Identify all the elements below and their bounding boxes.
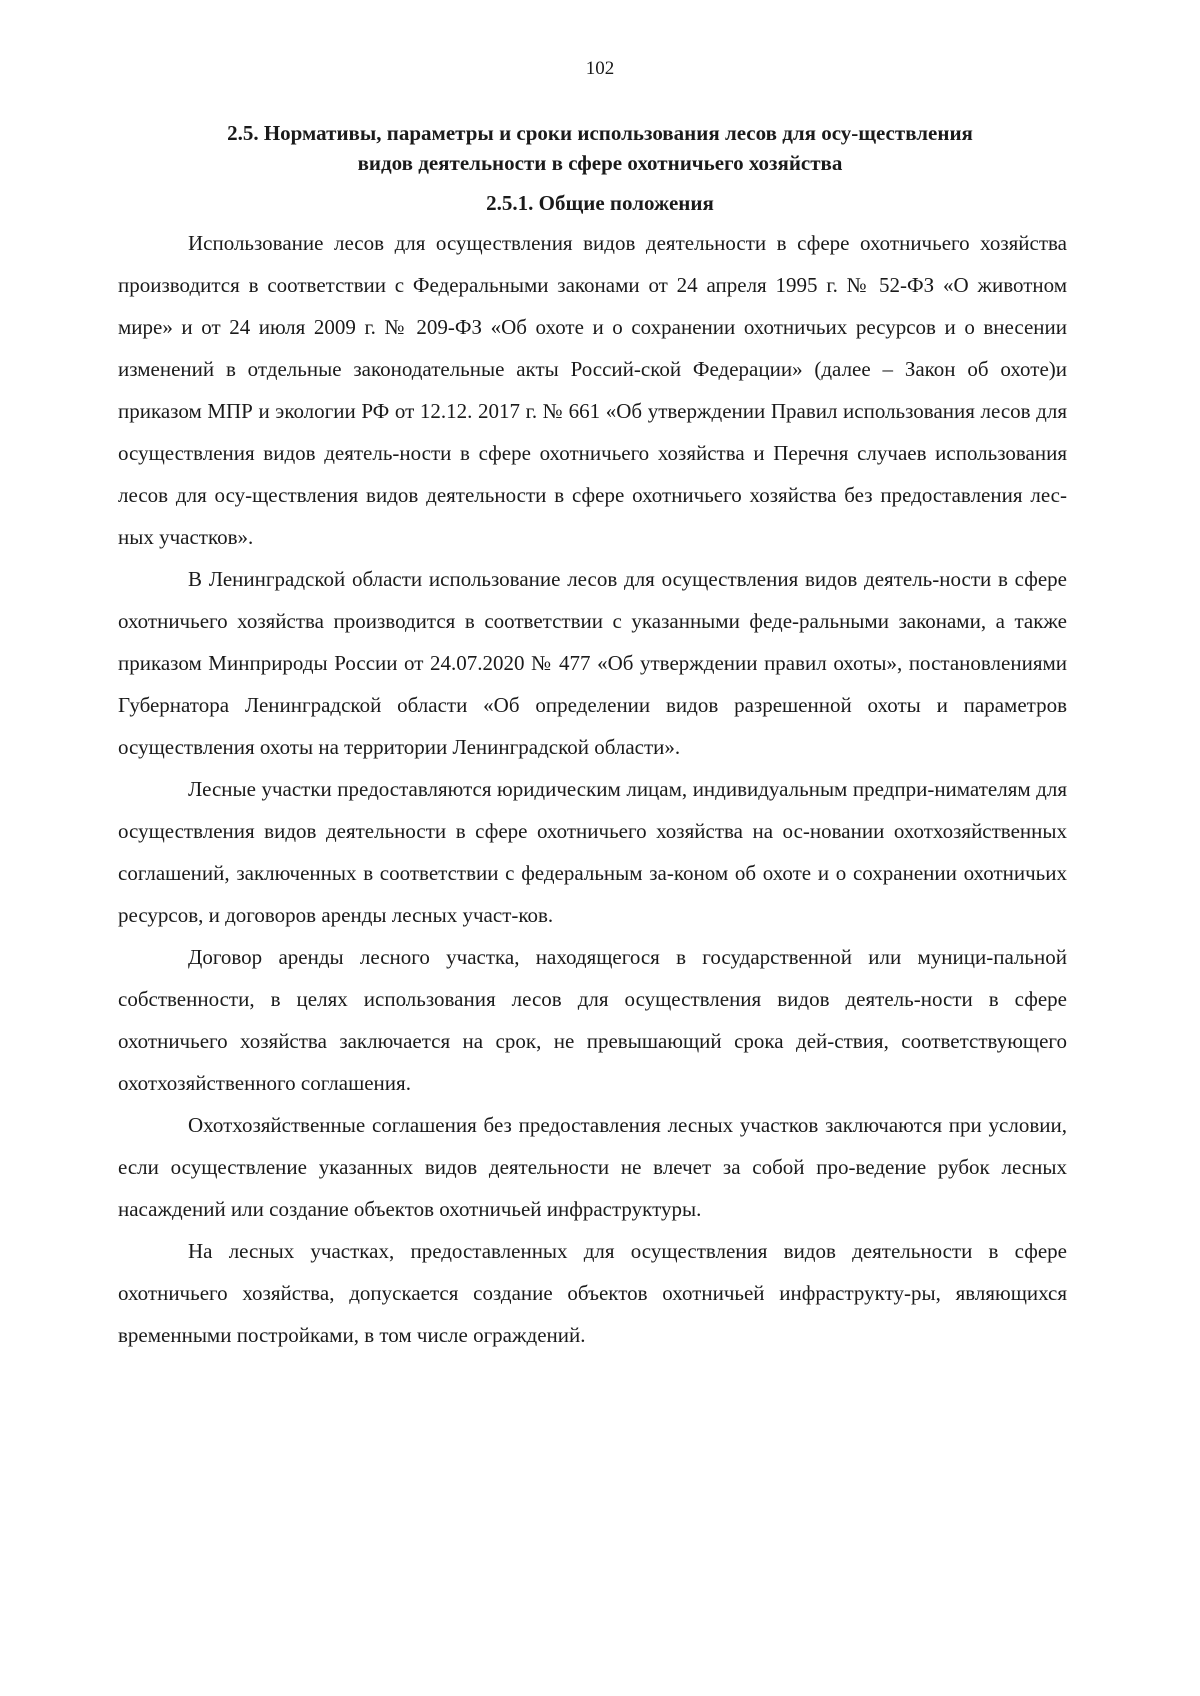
paragraph-infrastructure: На лесных участках, предоставленных для осуществления видов деятельности в сфере охотничьего хозяйства, допускается создание объектов охотничьей инфраструкту-ры, являющихся временными постройками, в том числе ограждений. — [118, 1239, 1067, 1347]
paragraph-lease-agreement: Договор аренды лесного участка, находящегося в государственной или муници-пальной собственности, в целях использования лесов для осуществления видов деятель-ности в сфере охотничьего хозяйства заключается на срок, не превышающий срока дей-ствия, соответствующего охотхозяйственного соглашения. — [118, 945, 1067, 1095]
paragraph-legal-basis: Использование лесов для осуществления видов деятельности в сфере охотничьего хозяйства производится в соответствии с Федеральными законами от 24 апреля 1995 г. № 52-ФЗ «О животном мире» и от 24 июля 2009 г. № 209-ФЗ «Об охоте и о сохранении охотничьих ресурсов и о внесении изменений в отдельные законодательные акты Россий-ской Федерации» (далее – Закон об охоте)и приказом МПР и экологии РФ от 12.12. 2017 г. № 661 «Об утверждении Правил использования лесов для осуществления видов деятель-ности в сфере охотничьего хозяйства и Перечня случаев использования лесов для осу-ществления видов деятельности в сфере охотничьего хозяйства без предоставления лес-ных участков». — [118, 231, 1067, 549]
paragraph-forest-plots: Лесные участки предоставляются юридическим лицам, индивидуальным предпри-нимателям для осуществления видов деятельности в сфере охотничьего хозяйства на ос-новании охотхозяйственных соглашений, заключенных в соответствии с федеральным за-коном об охоте и о сохранении охотничьих ресурсов, и договоров аренды лесных участ-ков. — [118, 777, 1067, 927]
paragraph-hunting-agreements: Охотхозяйственные соглашения без предоставления лесных участков заключаются при условии, если осуществление указанных видов деятельности не влечет за собой про-ведение рубок лесных насаждений или создание объектов охотничьей инфраструктуры. — [118, 1113, 1067, 1221]
body-text — [118, 222, 1067, 1356]
subsection-title: 2.5.1. Общие положения — [486, 191, 714, 215]
section-title: 2.5. Нормативы, параметры и сроки использования лесов для осу-ществления видов деятельности в сфере охотничьего хозяйства — [227, 121, 973, 175]
page-number: 102 — [585, 58, 615, 79]
paragraph-leningrad-region: В Ленинградской области использование лесов для осуществления видов деятель-ности в сфере охотничьего хозяйства производится в соответствии с указанными феде-ральными законами, а также приказом Минприроды России от 24.07.2020 № 477 «Об утверждении правил охоты», постановлениями Губернатора Ленинградской области «Об определении видов разрешенной охоты и параметров осуществления охоты на территории Ленинградской области». — [118, 567, 1067, 759]
